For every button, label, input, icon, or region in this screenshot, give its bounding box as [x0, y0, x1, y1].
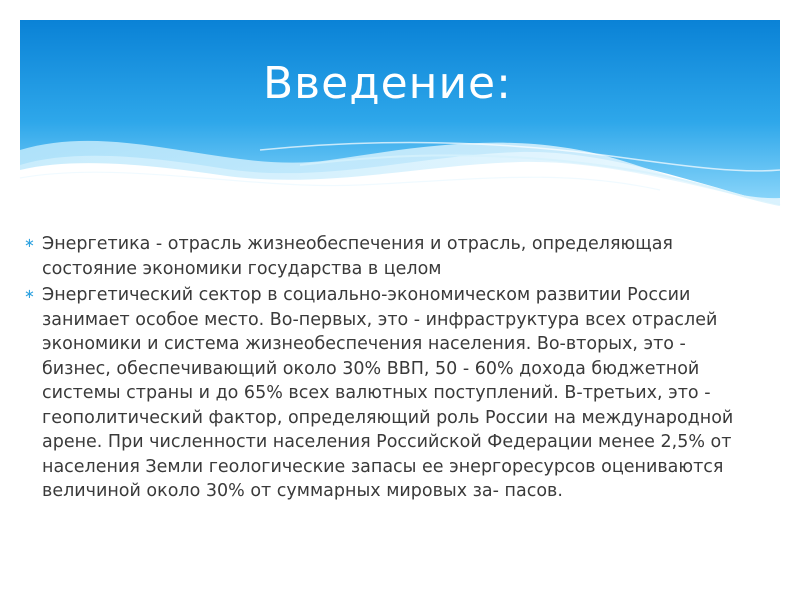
bullet-text: Энергетический сектор в социально-экономическом развитии России занимает особое место. Во-первых, это - инфраструктура всех отраслей экономики и система жизнеобеспечения населения. Во-вторых, это - бизнес, обеспечивающий около 30% ВВП, 50 - 60% дохода бюджетной системы страны и до 65% всех валютных поступлений. В-третьих, это - геополитический фактор, определяющий роль России на международной арене. При численности населения Российской Федерации менее 2,5% от населения Земли геологические запасы ее энергоресурсов оцениваются величиной около 30% от суммарных мировых за- пасов. — [42, 285, 734, 501]
bullet-star-icon: ∗ — [24, 287, 35, 302]
bullet-text: Энергетика - отрасль жизнеобеспечения и отрасль, определяющая состояние экономики государства в целом — [42, 234, 673, 279]
bullet-star-icon: ∗ — [24, 236, 35, 251]
header-wave-banner — [0, 0, 800, 240]
bullet-item — [24, 283, 754, 504]
bullet-item — [24, 232, 754, 281]
bullet-list — [24, 232, 754, 506]
slide-title: Введение: — [263, 58, 512, 109]
